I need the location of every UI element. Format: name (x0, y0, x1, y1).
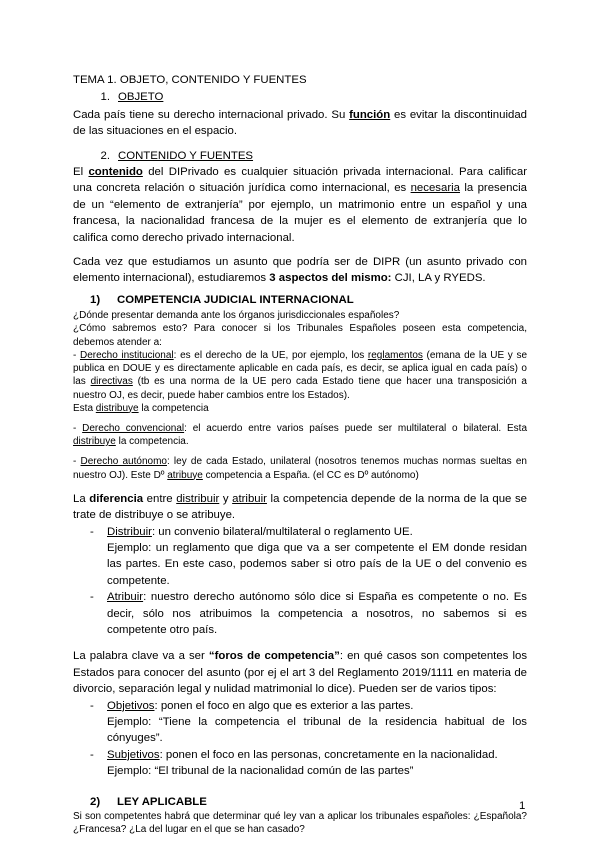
term-distribuye: distribuye (95, 402, 139, 414)
subsection-2-title: LEY APLICABLE (117, 795, 207, 808)
derecho-institucional-paragraph (73, 349, 527, 402)
list-item-subjetivos-line (107, 747, 527, 763)
text-run: La palabra clave va a ser (73, 650, 209, 663)
foros-paragraph (73, 648, 527, 697)
list-item-subjetivos (73, 747, 527, 780)
page-number: 1 (519, 800, 526, 812)
list-item-subjetivos-example: Ejemplo: “El tribunal de la nacionalidad común de las partes” (107, 765, 414, 778)
text-run: Esta (73, 402, 96, 414)
question-1: ¿Dónde presentar demanda ante los órganos jurisdiccionales españoles? (73, 310, 400, 322)
text-run: (tb es una norma de la UE pero cada Estado tiene que hacer una transposición a nuestro OJ, es decir, puede haber cambios entre los Estados). (73, 376, 527, 401)
term-atribuir: atribuir (232, 492, 267, 505)
keyword-contenido: contenido (88, 166, 143, 179)
keyword-foros-de-competencia: “foros de competencia” (208, 650, 340, 663)
subsection-1-title: COMPETENCIA JUDICIAL INTERNACIONAL (117, 293, 354, 306)
list-item-distribuir-line (107, 524, 527, 540)
text-run: es evitar la discontinuidad de las situaciones en el espacio. (73, 108, 527, 138)
text-run: Cada vez que estudiamos un asunto que podría ser de DIPR (un asunto privado con elemento internacional), estudiaremos (73, 256, 527, 285)
section-1-title: OBJETO (118, 91, 164, 104)
list-item-objetivos-line (107, 698, 527, 714)
list-item-atribuir (73, 589, 527, 638)
term-derecho-convencional: Derecho convencional (82, 422, 185, 434)
section-1-paragraph (73, 107, 527, 140)
subsection-1-heading (73, 292, 527, 308)
document-title: TEMA 1. OBJETO, CONTENIDO Y FUENTES (73, 74, 307, 86)
section-2-title: CONTENIDO Y FUENTES (118, 149, 254, 162)
text-run: : en qué casos son competentes los Estados para conocer del asunto (por ej el art 3 del Reglamento 2019/1111 en materia de divorcio, separación legal y nulidad matrimonial lo dice). Pueden ser de varios tipos: (73, 650, 528, 696)
institucional-note (73, 402, 527, 415)
text-run: : es el derecho de la UE, por ejemplo, los (173, 349, 368, 361)
text-run: El (73, 166, 89, 179)
text-run: : ponen el foco en las personas, concretamente en la nacionalidad. (159, 748, 498, 761)
subsection-2-number: 2) (90, 795, 101, 808)
subsection-2-question: Si son competentes habrá que determinar qué ley van a aplicar los tribunales españoles: ¿Española? ¿Francesa? ¿La del lugar en el que se han casado? (73, 811, 527, 836)
section-2-heading (73, 148, 527, 164)
text-run: la presencia de un “elemento de extranjería” por ejemplo, un matrimonio entre un español y una francesa, la nacionalidad francesa de la mujer es el elemento de extranjería que lo califica como derecho privado internacional. (73, 182, 527, 244)
list-item-distribuir-example: Ejemplo: un reglamento que diga que va a ser competente el EM donde residan las partes. En este caso, podemos saber si otro país de la UE o del convenio es competente. (107, 541, 527, 587)
text-run: del DIPrivado es cualquier situación privada internacional. Para calificar una concreta relación o situación jurídica como internacional, es (73, 166, 527, 195)
text-run: - (73, 349, 80, 361)
term-distribuye: distribuye (73, 436, 116, 448)
text-run: la competencia depende de la norma de la que se trate de distribuye o se atribuye. (73, 492, 527, 522)
list-item-distribuir (73, 524, 527, 590)
term-reglamentos: reglamentos (367, 349, 423, 361)
term-distribuir: distribuir (176, 492, 220, 505)
section-1-number: 1. (100, 91, 110, 104)
text-run: y (219, 492, 233, 505)
text-run: : el acuerdo entre varios países puede ser multilateral o bilateral. Esta (184, 422, 528, 434)
text-run: La (73, 492, 90, 505)
list-item-objetivos (73, 698, 527, 747)
term-subjetivos: Subjetivos (107, 748, 160, 761)
text-run: CJI, LA y RYEDS. (391, 272, 486, 285)
list-item-objetivos-example: Ejemplo: “Tiene la competencia el tribunal de la residencia habitual de los cónyuges”. (107, 716, 527, 745)
term-objetivos: Objetivos (107, 699, 155, 712)
diferencia-paragraph (73, 491, 527, 524)
text-run: la competencia (138, 402, 209, 414)
section-2-paragraph-1 (73, 164, 527, 246)
keyword-necesaria: necesaria (410, 182, 460, 195)
subsection-1-number: 1) (90, 293, 101, 306)
derecho-autonomo-paragraph (73, 455, 527, 481)
term-directivas: directivas (90, 376, 133, 388)
text-run: : un convenio bilateral/multilateral o reglamento UE. (151, 525, 413, 538)
text-run: : ley de cada Estado, unilateral (nosotros tenemos muchas normas sueltas en nuestro OJ). Este Dº (73, 456, 527, 481)
term-derecho-autonomo: Derecho autónomo (80, 456, 167, 468)
keyword-3-aspectos: 3 aspectos del mismo: (269, 272, 392, 285)
term-derecho-institucional: Derecho institucional (79, 349, 174, 361)
text-run: entre (143, 492, 177, 505)
question-2: ¿Cómo sabremos esto? Para conocer si los Tribunales Españoles poseen esta competencia, debemos atender a: (73, 323, 527, 348)
keyword-funcion: función (349, 108, 391, 121)
text-run: - (73, 422, 83, 434)
text-run: Cada país tiene su derecho internacional privado. Su (73, 108, 350, 121)
text-run: : ponen el foco en algo que es exterior a las partes. (154, 699, 414, 712)
text-run: - (73, 456, 81, 468)
term-atribuir: Atribuir (107, 591, 144, 604)
text-run: : nuestro derecho autónomo sólo dice si España es competente o no. Es decir, sólo nos atribuimos la competencia a nosotros, no sabemos si es competente otro país. (107, 591, 527, 636)
text-run: la competencia. (115, 436, 189, 448)
term-atribuye: atribuye (167, 469, 203, 481)
section-1-heading (73, 89, 527, 105)
text-run: (emana de la UE y se publica en DOUE y es directamente aplicable en cada país, es decir, se aplica igual en cada país) o las (73, 349, 528, 388)
keyword-diferencia: diferencia (89, 492, 144, 505)
term-distribuir: Distribuir (107, 525, 152, 538)
text-run: competencia a España. (el CC es Dº autónomo) (202, 469, 419, 481)
derecho-convencional-paragraph (73, 422, 527, 448)
section-2-number: 2. (100, 149, 110, 162)
subsection-2-heading (73, 794, 527, 810)
document-page (73, 72, 527, 836)
section-2-paragraph-2 (73, 254, 527, 287)
